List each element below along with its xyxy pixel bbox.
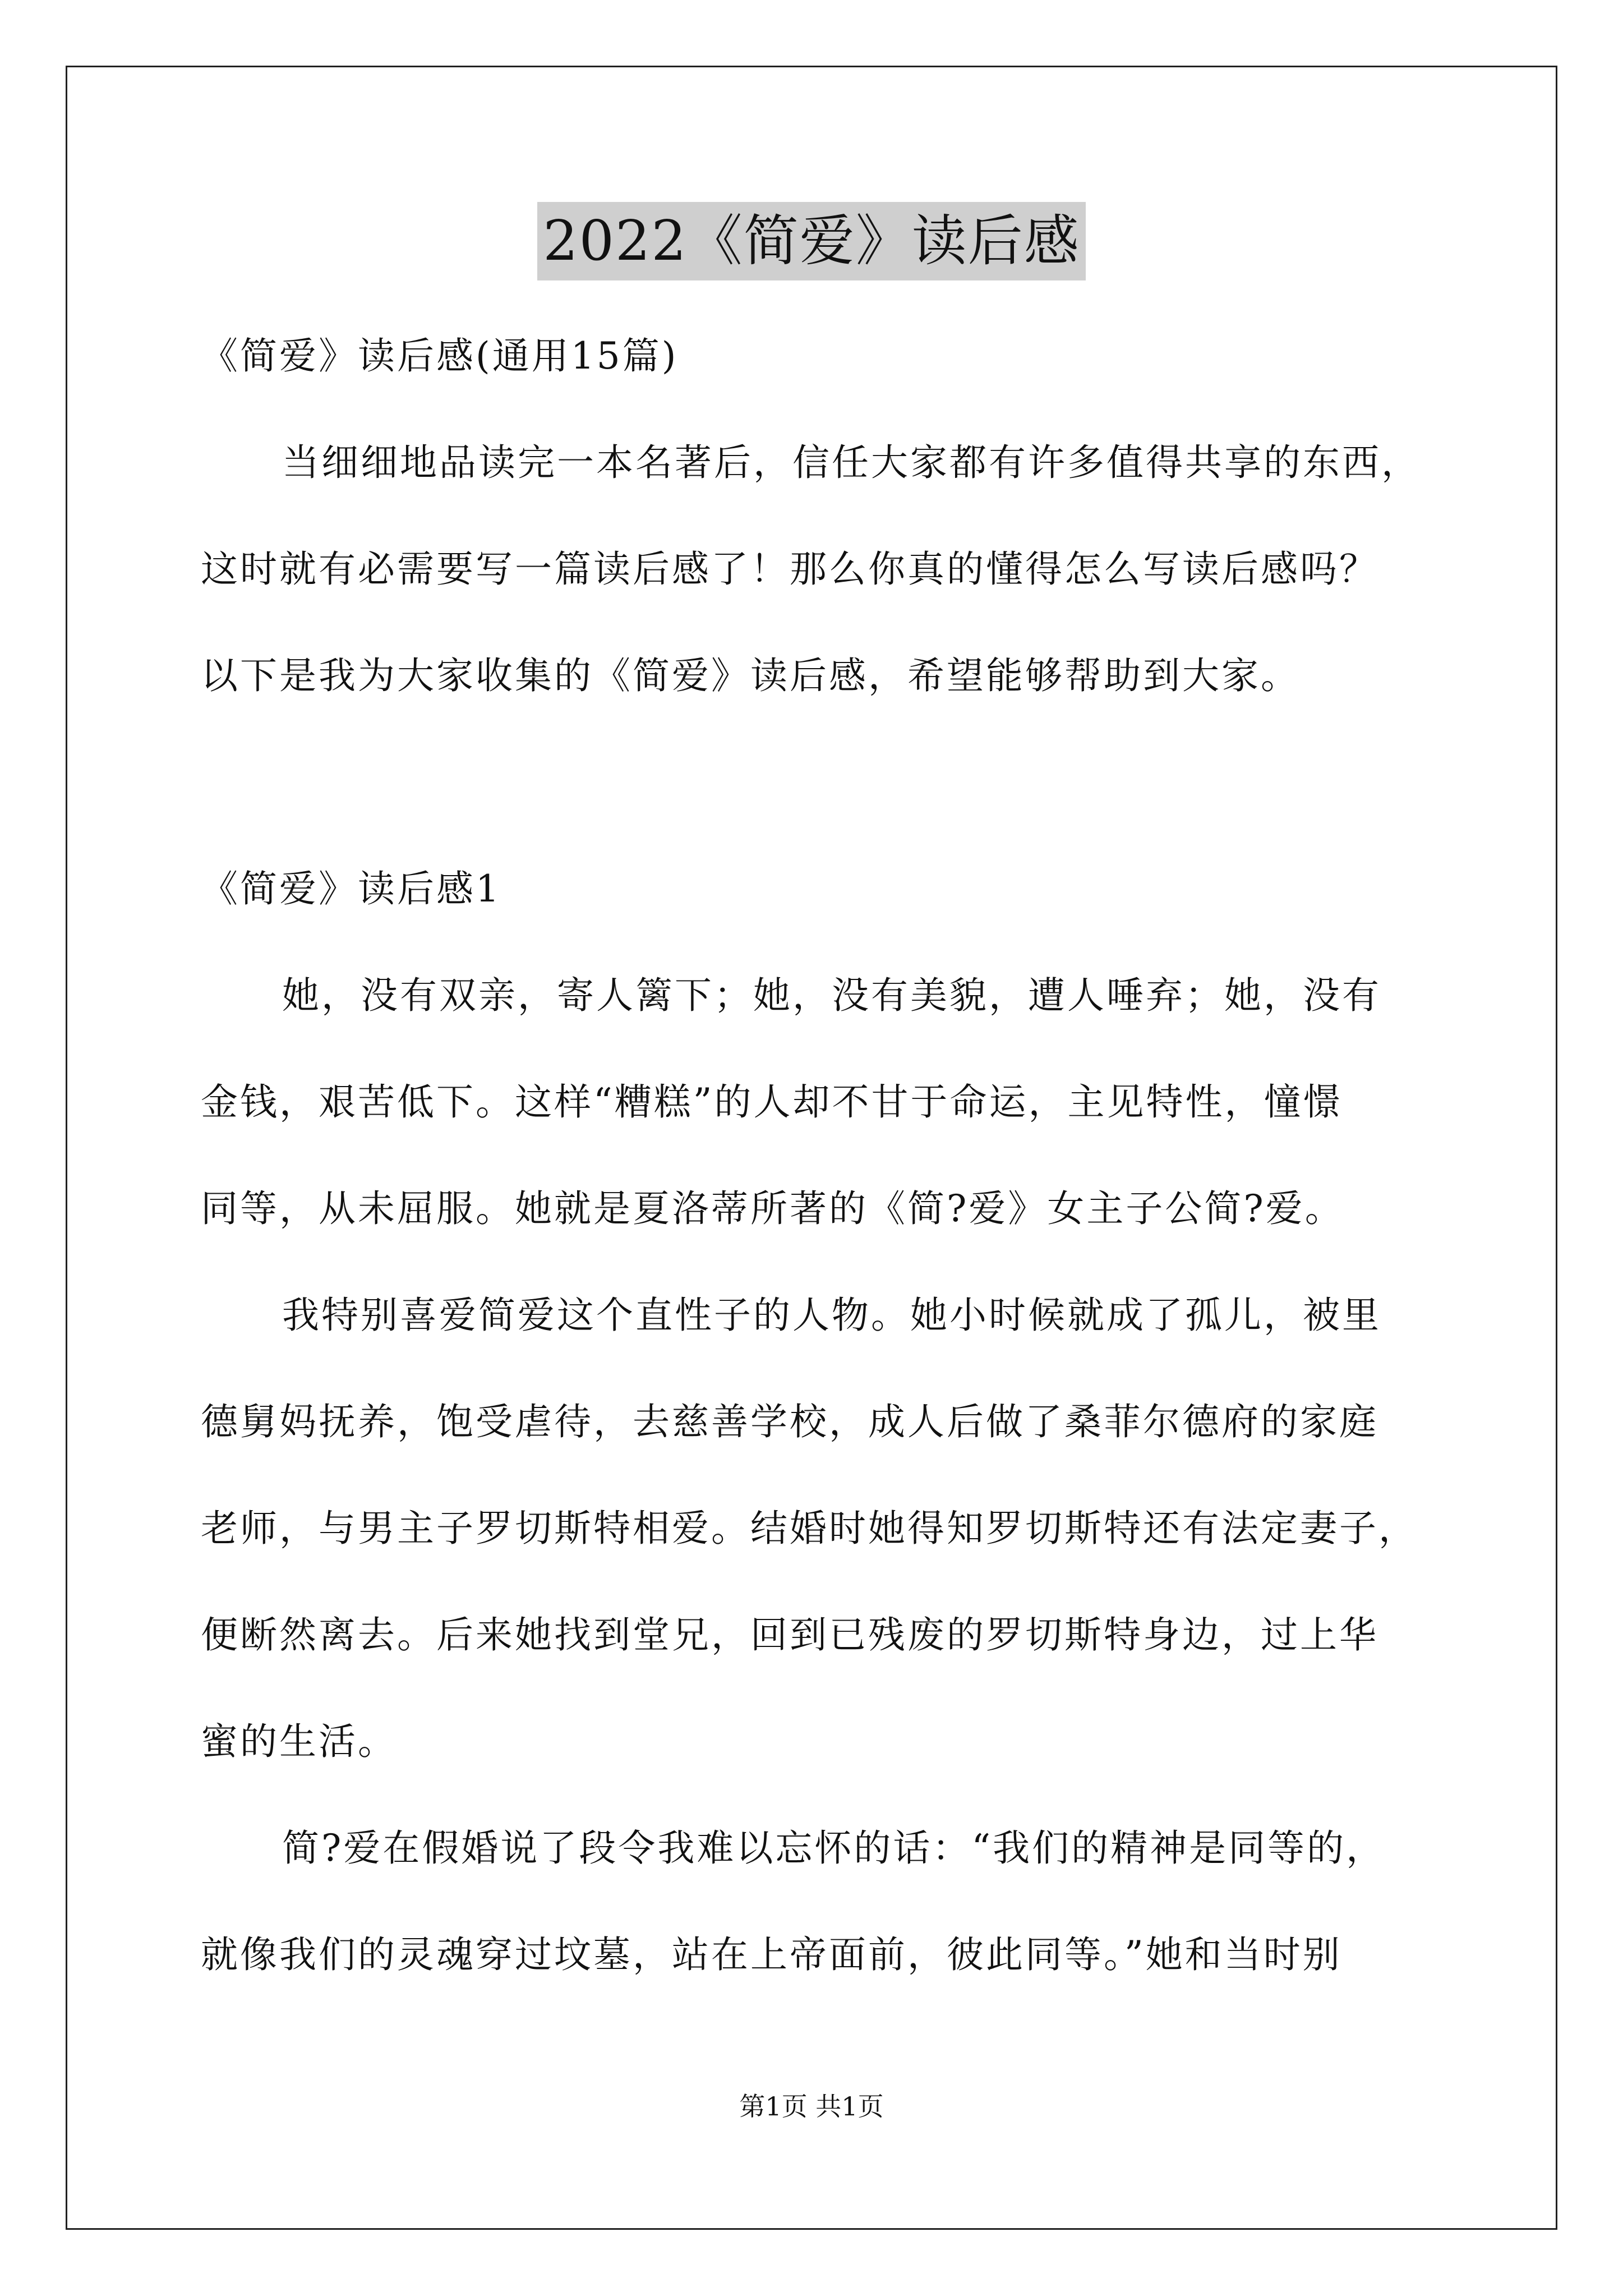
document-body xyxy=(201,303,1435,2008)
document-title: 2022《简爱》读后感 xyxy=(537,202,1085,280)
paragraph-line: 老师，与男主子罗切斯特相爱。结婚时她得知罗切斯特还有法定妻子， xyxy=(201,1507,1418,1550)
paragraph-line: 德舅妈抚养，饱受虐待，去慈善学校，成人后做了桑菲尔德府的家庭 xyxy=(201,1400,1378,1443)
title-container xyxy=(0,202,1623,280)
intro-paragraph-line: 以下是我为大家收集的《简爱》读后感，希望能够帮助到大家。 xyxy=(201,654,1300,697)
paragraph-line: 就像我们的灵魂穿过坟墓，站在上帝面前，彼此同等。”她和当时别 xyxy=(201,1933,1342,1976)
paragraph-line: 简?爱在假婚说了段令我难以忘怀的话：“我们的精神是同等的， xyxy=(282,1826,1386,1870)
paragraph-line: 我特别喜爱简爱这个直性子的人物。她小时候就成了孤儿，被里 xyxy=(282,1294,1381,1337)
intro-paragraph-line: 当细细地品读完一本名著后，信任大家都有许多值得共享的东西， xyxy=(282,441,1421,484)
subtitle-line: 《简爱》读后感(通用15篇) xyxy=(201,334,679,378)
paragraph-line: 便断然离去。后来她找到堂兄，回到已残废的罗切斯特身边，过上华 xyxy=(201,1613,1378,1657)
intro-paragraph-line: 这时就有必需要写一篇读后感了！那么你真的懂得怎么写读后感吗？ xyxy=(201,547,1378,591)
paragraph-line: 金钱，艰苦低下。这样“糟糕”的人却不甘于命运，主见特性，憧憬 xyxy=(201,1080,1343,1124)
section-gap xyxy=(201,729,1435,836)
paragraph-line: 她，没有双亲，寄人篱下；她，没有美貌，遭人唾弃；她，没有 xyxy=(282,974,1381,1017)
paragraph-line: 同等，从未屈服。她就是夏洛蒂所著的《简?爱》女主子公简?爱。 xyxy=(201,1187,1344,1230)
paragraph-line: 蜜的生活。 xyxy=(201,1720,397,1763)
page-footer: 第1页 共1页 xyxy=(739,2091,884,2122)
section-heading: 《简爱》读后感1 xyxy=(201,867,501,910)
